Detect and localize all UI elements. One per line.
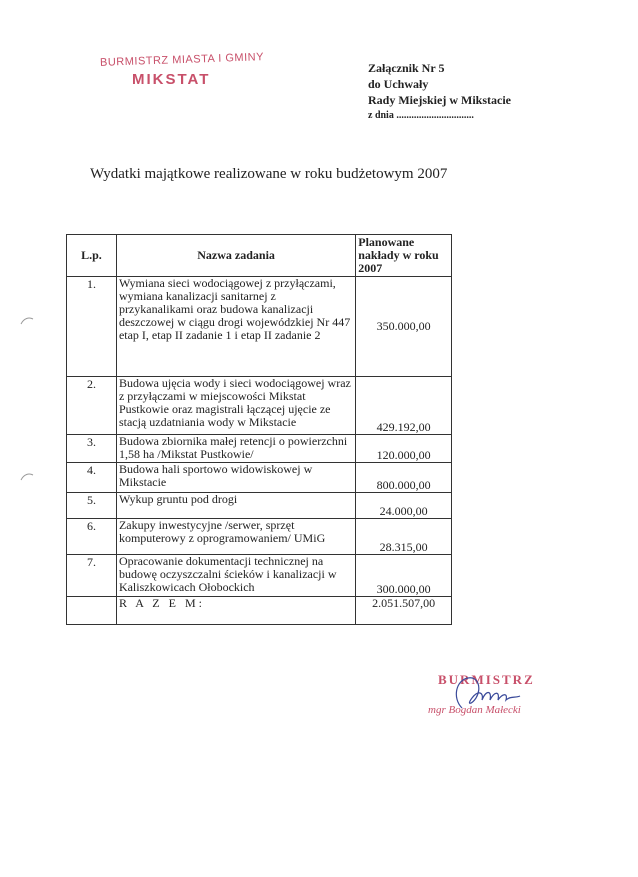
total-spacer <box>67 597 117 625</box>
row-name: Opracowanie dokumentacji technicznej na budowę oczyszczalni ścieków i kanalizacji w Kaliszkowicach Ołobockich <box>116 555 355 597</box>
row-amount: 429.192,00 <box>356 377 452 435</box>
row-lp: 7. <box>67 555 117 597</box>
row-name: Wykup gruntu pod drogi <box>116 493 355 519</box>
margin-mark-icon <box>20 472 34 482</box>
row-name: Budowa ujęcia wody i sieci wodociągowej wraz z przyłączami w miejscowości Mikstat Pustkowie oraz magistrali łączącej ujęcie ze stacją uzdatniania wody w Mikstacie <box>116 377 355 435</box>
table-header-row <box>67 235 452 277</box>
expenditure-table <box>66 234 452 625</box>
signature-title: BURMISTRZ <box>438 672 535 687</box>
official-stamp <box>99 51 265 94</box>
row-lp: 6. <box>67 519 117 555</box>
row-name: Wymiana sieci wodociągowej z przyłączami, wymiana kanalizacji sanitarnej z przykanalikami oraz budowa kanalizacji deszczowej w ciągu drogi wojewódzkiej Nr 447 etap I, etap II zadanie 1 i etap II zadanie 2 <box>116 277 355 377</box>
table-row <box>67 519 452 555</box>
row-lp: 5. <box>67 493 117 519</box>
row-lp: 3. <box>67 435 117 463</box>
header-amount: Planowane nakłady w roku 2007 <box>356 235 452 277</box>
row-amount: 300.000,00 <box>356 555 452 597</box>
total-label: R A Z E M: <box>116 597 355 625</box>
table-row <box>67 463 452 493</box>
margin-mark-icon <box>20 316 34 326</box>
row-lp: 1. <box>67 277 117 377</box>
stamp-town-text: MIKSTAT <box>132 71 211 88</box>
row-name: Budowa hali sportowo widowiskowej w Mikstacie <box>116 463 355 493</box>
row-lp: 4. <box>67 463 117 493</box>
table-row <box>67 555 452 597</box>
table-row <box>67 435 452 463</box>
attachment-date: z dnia ............................... <box>368 110 474 121</box>
attachment-council: Rady Miejskiej w Mikstacie <box>368 93 511 107</box>
table-row <box>67 277 452 377</box>
table-row <box>67 493 452 519</box>
attachment-header <box>368 60 511 124</box>
row-name: Zakupy inwestycyjne /serwer, sprzęt komputerowy z oprogramowaniem/ UMiG <box>116 519 355 555</box>
total-amount: 2.051.507,00 <box>356 597 452 625</box>
header-lp: L.p. <box>67 235 117 277</box>
row-amount: 800.000,00 <box>356 463 452 493</box>
signature-name: mgr Bogdan Małecki <box>428 704 521 716</box>
document-title: Wydatki majątkowe realizowane w roku budżetowym 2007 <box>90 166 448 182</box>
row-name: Budowa zbiornika małej retencji o powierzchni 1,58 ha /Mikstat Pustkowie/ <box>116 435 355 463</box>
row-amount: 28.315,00 <box>356 519 452 555</box>
stamp-office-text: BURMISTRZ MIASTA I GMINY <box>99 51 265 69</box>
table-total-row <box>67 597 452 625</box>
table-row <box>67 377 452 435</box>
attachment-number: Załącznik Nr 5 <box>368 61 445 75</box>
header-name: Nazwa zadania <box>116 235 355 277</box>
row-lp: 2. <box>67 377 117 435</box>
row-amount: 24.000,00 <box>356 493 452 519</box>
row-amount: 120.000,00 <box>356 435 452 463</box>
attachment-resolution: do Uchwały <box>368 77 429 91</box>
mayor-signature-block <box>420 668 560 728</box>
row-amount: 350.000,00 <box>356 277 452 377</box>
